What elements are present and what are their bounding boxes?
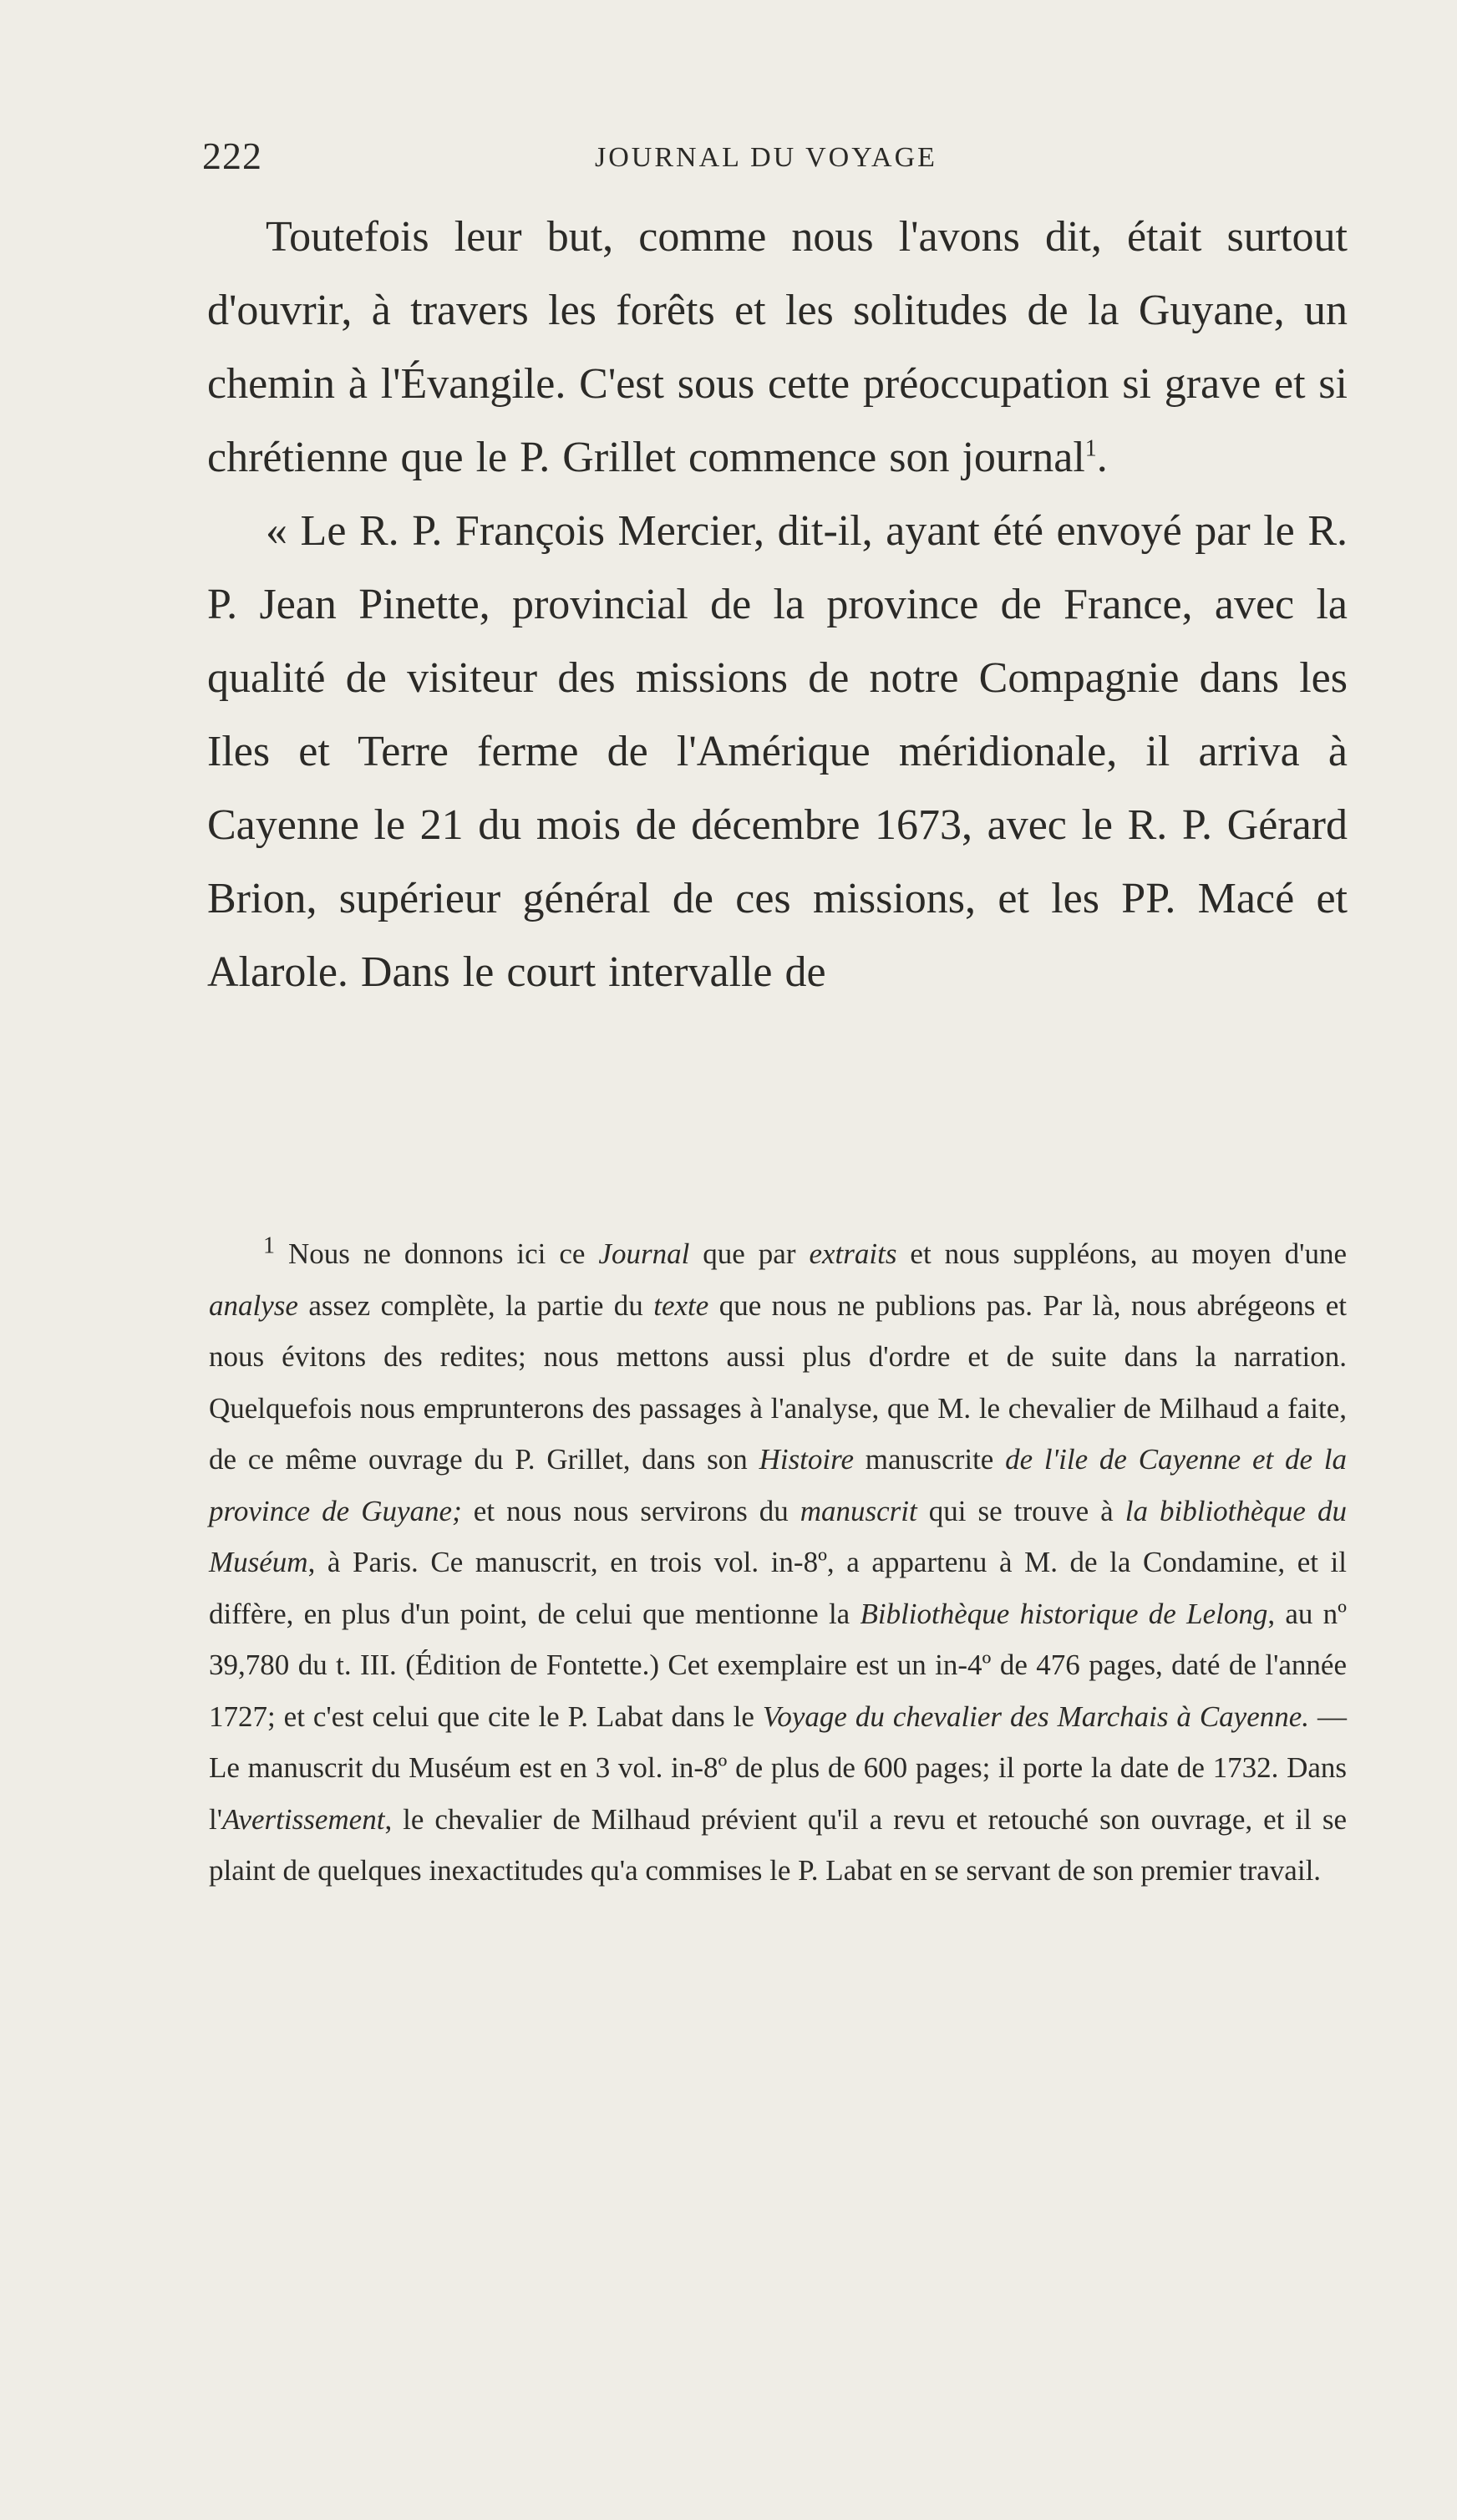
footnote-marker: 1 bbox=[263, 1232, 275, 1259]
paragraph-1-end: . bbox=[1096, 434, 1108, 481]
running-head: JOURNAL DU VOYAGE bbox=[595, 142, 937, 173]
footnote-text: manuscrite bbox=[865, 1443, 994, 1476]
footnote-italic: Bibliothèque historique de Lelong bbox=[860, 1597, 1268, 1630]
page-header bbox=[202, 134, 1347, 184]
footnote-italic: la bibliothèque du Muséum bbox=[209, 1494, 1347, 1578]
footnote-text: que nous ne publions pas. Par là, nous abrégeons et nous évitons des redites; nous mettons aussi plus d'ordre et de suite dans la narration. Quelquefois nous emprunterons des passages à l'analyse, que M. le chevalier de Milhaud a faite, de ce même ouvrage du P. Grillet, dans son bbox=[209, 1288, 1348, 1476]
footnote-italic: Journal bbox=[598, 1237, 690, 1270]
footnote-italic: texte bbox=[653, 1288, 709, 1322]
footnote-italic: Avertissement bbox=[222, 1802, 385, 1836]
main-text bbox=[207, 201, 1348, 1009]
page-number: 222 bbox=[202, 135, 262, 177]
footnote-text: Nous ne donnons ici ce bbox=[287, 1237, 586, 1270]
paragraph-2-text: « Le R. P. François Mercier, dit-il, ayant été envoyé par le R. P. Jean Pinette, provincial de la province de France, avec la qualité de visiteur des missions de notre Compagnie dans les Iles et Terre ferme de l'Amérique méridionale, il arriva à Cayenne le 21 du mois de décembre 1673, avec le R. P. Gérard Brion, supérieur général de ces missions, et les PP. Macé et Alarole. Dans le court intervalle de bbox=[207, 507, 1348, 996]
paragraph-1-text: Toutefois leur but, comme nous l'avons dit, était surtout d'ouvrir, à travers les forêts et les solitudes de la Guyane, un chemin à l'Évangile. C'est sous cette préoccupation si grave et si chrétienne que le P. Grillet commence son journal bbox=[207, 213, 1348, 481]
footnote-italic: Voyage du chevalier des Marchais à Cayenne. bbox=[762, 1699, 1310, 1733]
footnote-text: et nous nous servirons du bbox=[473, 1494, 789, 1527]
footnote-text: que par bbox=[703, 1237, 796, 1270]
footnote-text: assez complète, la partie du bbox=[308, 1288, 643, 1322]
footnote-text: et nous suppléons, au moyen d'une bbox=[910, 1237, 1348, 1270]
footnote-reference: 1 bbox=[1084, 435, 1097, 462]
footnote-italic: analyse bbox=[209, 1288, 298, 1322]
footnote-text: , le chevalier de Milhaud prévient qu'il a revu et retouché son ouvrage, et il se plaint de quelques inexactitudes qu'a commises le P. Labat en se servant de son premier travail. bbox=[209, 1802, 1347, 1887]
footnote-italic: Histoire bbox=[759, 1443, 854, 1476]
footnote-italic: extraits bbox=[809, 1237, 897, 1270]
footnote bbox=[209, 1228, 1347, 1897]
footnote-text: , au nº 39,780 du t. III. (Édition de Fontette.) Cet exemplaire est un in-4º de 476 pages, daté de l'année 1727; et c'est celui que cite le P. Labat dans le bbox=[209, 1597, 1347, 1733]
footnote-text: qui se trouve à bbox=[928, 1494, 1114, 1527]
footnote-text: — Le manuscrit du Muséum est en 3 vol. in-8º de plus de 600 pages; il porte la date de 1732. Dans l' bbox=[209, 1699, 1347, 1836]
footnote-text: , à Paris. Ce manuscrit, en trois vol. in-8º, a appartenu à M. de la Condamine, et il diffère, en plus d'un point, de celui que mentionne la bbox=[209, 1546, 1347, 1630]
footnote-italic: manuscrit bbox=[800, 1494, 917, 1527]
footnote-italic: de l'ile de Cayenne et de la province de Guyane; bbox=[209, 1443, 1348, 1527]
